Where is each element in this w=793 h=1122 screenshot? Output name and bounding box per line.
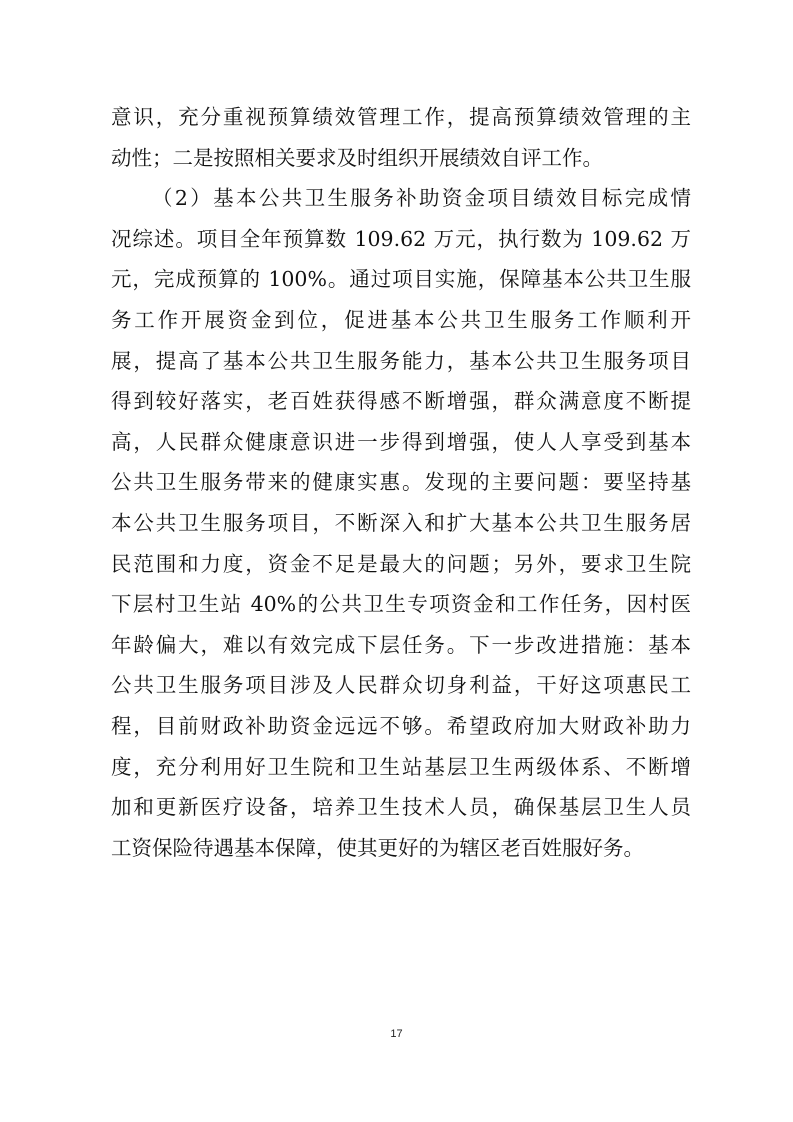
text-line: 本公共卫生服务项目，不断深入和扩大基本公共卫生服务居	[111, 510, 691, 535]
text-line: 元，完成预算的 100%。通过项目实施，保障基本公共卫生服	[111, 267, 691, 292]
text-line: 况综述。项目全年预算数 109.62 万元，执行数为 109.62 万	[111, 226, 691, 251]
text-line: 工资保险待遇基本保障，使其更好的为辖区老百姓服好务。	[111, 835, 644, 860]
text-line: 高，人民群众健康意识进一步得到增强，使人人享受到基本	[111, 429, 691, 454]
text-line: 动性；二是按照相关要求及时组织开展绩效自评工作。	[111, 145, 603, 170]
body-text	[111, 97, 691, 868]
text-line: 展，提高了基本公共卫生服务能力，基本公共卫生服务项目	[111, 348, 691, 373]
text-line: 年龄偏大，难以有效完成下层任务。下一步改进措施：基本	[111, 632, 691, 657]
text-line: 加和更新医疗设备，培养卫生技术人员，确保基层卫生人员	[111, 795, 691, 820]
text-line: 务工作开展资金到位，促进基本公共卫生服务工作顺利开	[111, 307, 691, 332]
paragraph-start-line: （2）基本公共卫生服务补助资金项目绩效目标完成情	[152, 186, 691, 211]
text-line: 度，充分利用好卫生院和卫生站基层卫生两级体系、不断增	[111, 754, 691, 779]
text-line: 程，目前财政补助资金远远不够。希望政府加大财政补助力	[111, 713, 691, 738]
text-line: 公共卫生服务项目涉及人民群众切身利益，干好这项惠民工	[111, 673, 691, 698]
text-line: 公共卫生服务带来的健康实惠。发现的主要问题：要坚持基	[111, 470, 691, 495]
page-number: 17	[390, 1028, 403, 1040]
text-line: 得到较好落实，老百姓获得感不断增强，群众满意度不断提	[111, 389, 691, 414]
text-line: 意识，充分重视预算绩效管理工作，提高预算绩效管理的主	[111, 105, 691, 129]
text-line: 下层村卫生站 40%的公共卫生专项资金和工作任务，因村医	[111, 592, 691, 617]
text-line: 民范围和力度，资金不足是最大的问题；另外，要求卫生院	[111, 551, 691, 576]
